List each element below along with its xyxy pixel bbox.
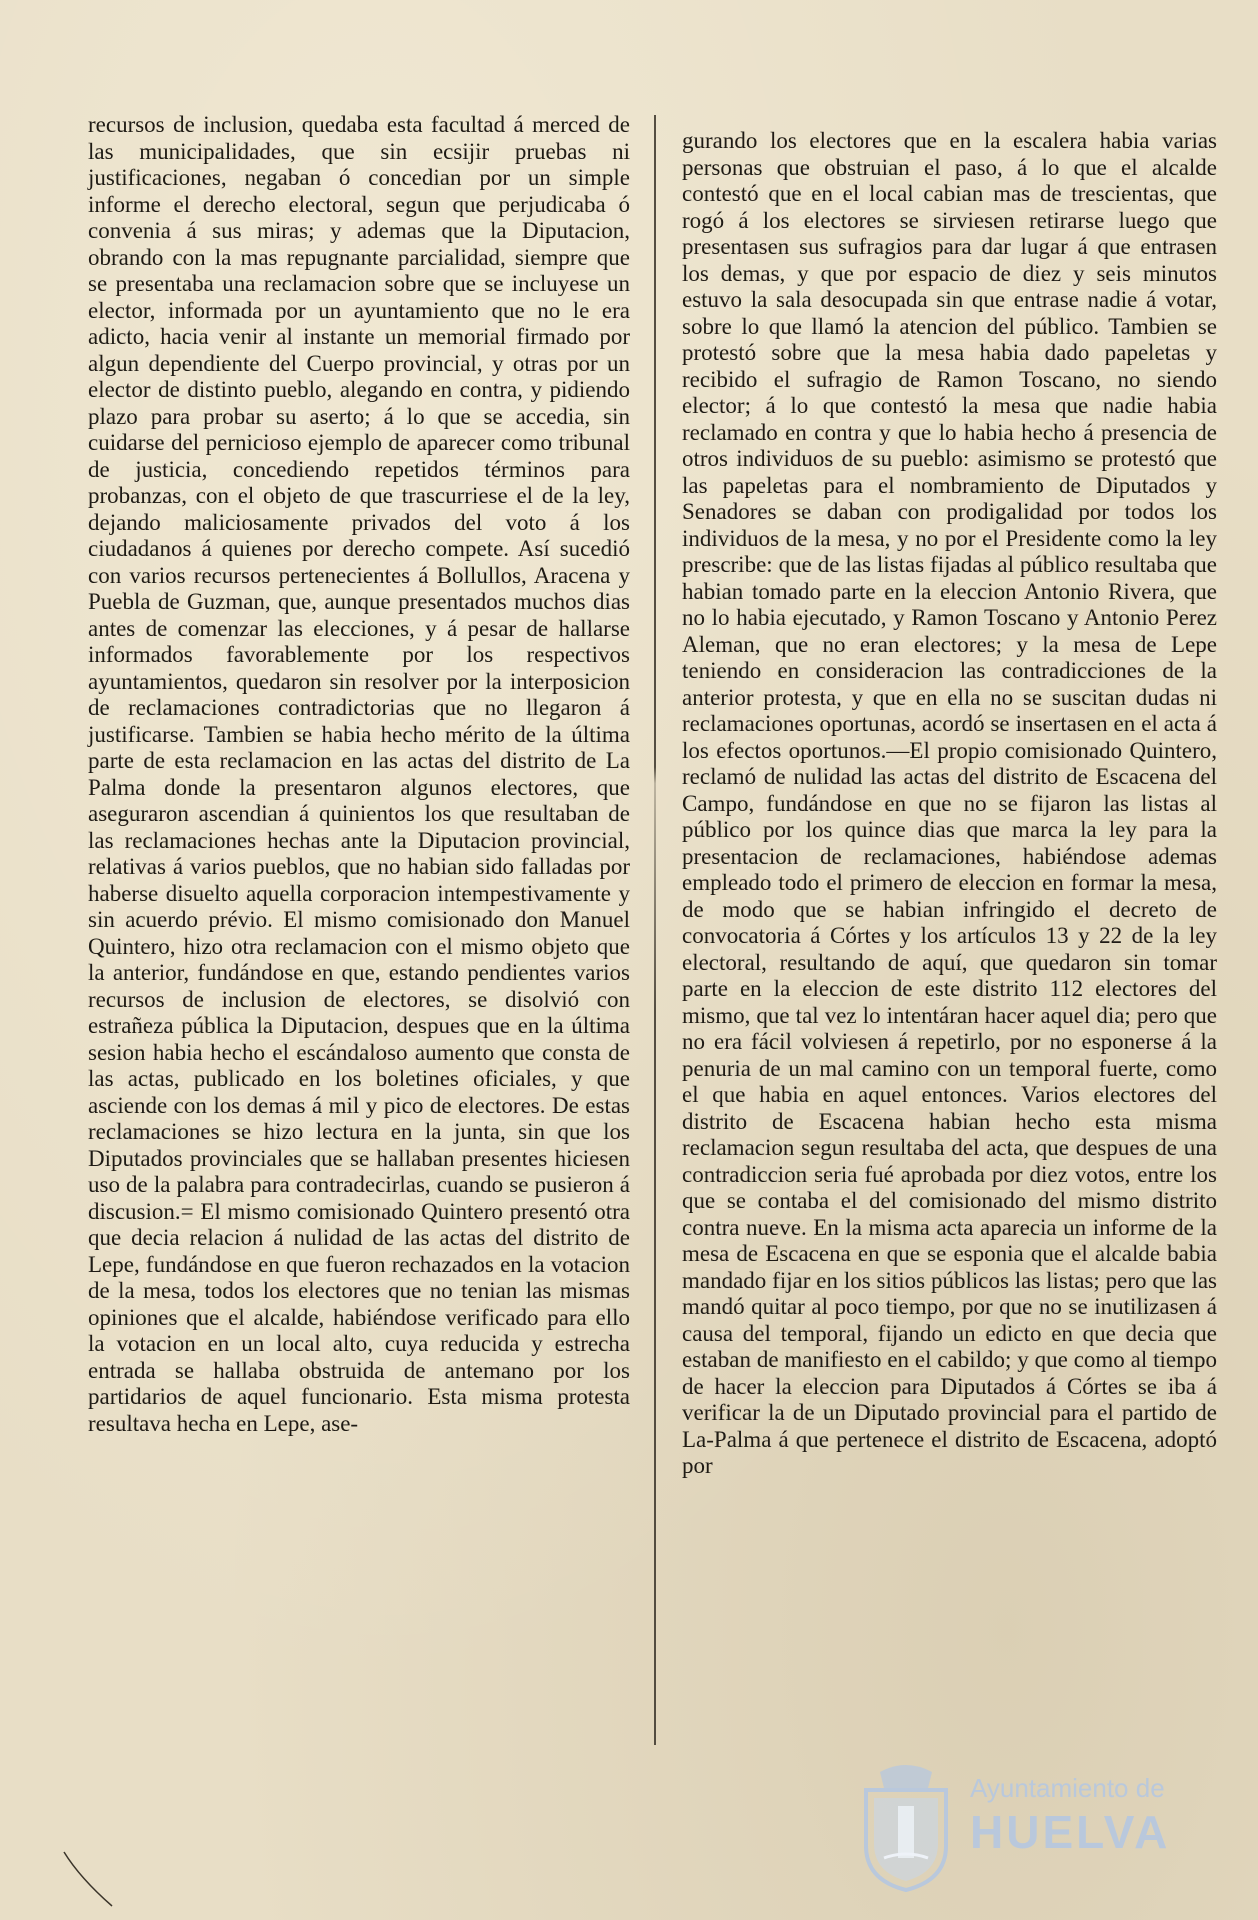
column-divider: [654, 115, 656, 1745]
right-text-column: [682, 128, 1217, 1480]
watermark-line-2: HUELVA: [970, 1806, 1171, 1858]
huelva-coat-of-arms-icon: [858, 1762, 954, 1892]
watermark-text: [970, 1772, 1240, 1860]
watermark-line-1: Ayuntamiento de: [970, 1773, 1165, 1803]
right-column-paragraph: gurando los electores que en la escalera habia varias personas que obstruian el paso, á lo que el alcalde contestó que en el local cabian mas de trescientas, que rogó á los electores se sirviesen retirarse luego que presentasen sus sufragios para dar lugar á que entrasen los demas, y que por espacio de diez y seis minutos estuvo la sala desocupada sin que entrase nadie á votar, sobre lo que llamó la atencion del público. Tambien se protestó sobre que la mesa habia dado papeletas y recibido el sufragio de Ramon Toscano, no siendo elector; á lo que contestó la mesa que nadie habia reclamado en contra y que lo habia hecho á presencia de otros individuos de su pueblo: asimismo se protestó que las papeletas para el nombramiento de Diputados y Senadores se daban con prodigalidad por todos los individuos de la mesa, y no por el Presidente como la ley prescribe: que de las listas fijadas al público resultaba que habian tomado parte en la eleccion Antonio Rivera, que no lo habia ejecutado, y Ramon Toscano y Antonio Perez Aleman, que no eran electores; y la mesa de Lepe teniendo en consideracion las contradicciones de la anterior protesta, y que en ella no se suscitan dudas ni reclamaciones oportunas, acordó se insertasen en el acta á los efectos oportunos.—El propio comisionado Quintero, reclamó de nulidad las actas del distrito de Escacena del Campo, fundándose en que no se fijaron las listas al público por los quince dias que marca la ley para la presentacion de reclamaciones, habiéndose ademas empleado todo el primero de eleccion en formar la mesa, de modo que se habian infringido el decreto de convocatoria á Córtes y los artículos 13 y 22 de la ley electoral, resultando de aquí, que quedaron sin tomar parte en la eleccion de este distrito 112 electores del mismo, que tal vez lo intentáran hacer aquel dia; pero que no era fácil volviesen á repetirlo, por no esponerse á la penuria de un mal camino con un temporal fuerte, como el que habia en aquel entonces. Varios electores del distrito de Escacena habian hecho esta misma reclamacion segun resultaba del acta, que despues de una contradiccion seria fué aprobada por diez votos, entre los que se contaba el del comisionado del mismo distrito contra nueve. En la misma acta aparecia un informe de la mesa de Escacena en que se esponia que el alcalde babia mandado fijar en los sitios públicos las listas; pero que las mandó quitar al poco tiempo, por que no se inutilizasen á causa del temporal, fijando un edicto en que decia que estaban de manifiesto en el cabildo; y que como al tiempo de hacer la eleccion para Diputados á Córtes se iba á verificar la de un Diputado provincial para el partido de La-Palma á que pertenece el distrito de Escacena, adoptó por: [682, 128, 1217, 1478]
left-column-paragraph: recursos de inclusion, quedaba esta facultad á merced de las municipalidades, que sin ecsijir pruebas ni justificaciones, negaban ó concedian por un simple informe el derecho electoral, segun que perjudicaba ó convenia á sus miras; y ademas que la Diputacion, obrando con la mas repugnante parcialidad, siempre que se presentaba una reclamacion sobre que se incluyese un elector, informada por un ayuntamiento que no le era adicto, hacia venir al instante un memorial firmado por algun dependiente del Cuerpo provincial, y otras por un elector de distinto pueblo, alegando en contra, y pidiendo plazo para probar su aserto; á lo que se accedia, sin cuidarse del pernicioso ejemplo de aparecer como tribunal de justicia, concediendo repetidos términos para probanzas, con el objeto de que trascurriese el de la ley, dejando maliciosamente privados del voto á los ciudadanos á quienes por derecho compete. Así sucedió con varios recursos pertenecientes á Bollullos, Aracena y Puebla de Guzman, que, aunque presentados muchos dias antes de comenzar las elecciones, y á pesar de hallarse informados favorablemente por los respectivos ayuntamientos, quedaron sin resolver por la interposicion de reclamaciones contradictorias que no llegaron á justificarse. Tambien se habia hecho mérito de la última parte de esta reclamacion en las actas del distrito de La Palma donde la presentaron algunos electores, que aseguraron ascendian á quinientos los que resultaban de las reclamaciones hechas ante la Diputacion provincial, relativas á varios pueblos, que no habian sido falladas por haberse disuelto aquella corporacion intempestivamente y sin acuerdo prévio. El mismo comisionado don Manuel Quintero, hizo otra reclamacion con el mismo objeto que la anterior, fundándose en que, estando pendientes varios recursos de inclusion de electores, se disolvió con estrañeza pública la Diputacion, despues que en la última sesion habia hecho el escándaloso aumento que consta de las actas, publicado en los boletines oficiales, y que asciende con los demas á mil y pico de electores. De estas reclamaciones se hizo lectura en la junta, sin que los Diputados provinciales que se hallaban presentes hiciesen uso de la palabra para contradecirlas, cuando se pusieron á discusion.= El mismo comisionado Quintero presentó otra que decia relacion á nulidad de las actas del distrito de Lepe, fundándose en que fueron rechazados en la votacion de la mesa, todos los electores que no tenian las mismas opiniones que el alcalde, habiéndose verificado para ello la votacion en un local alto, cuya reducida y estrecha entrada se hallaba obstruida de antemano por los partidarios de aquel funcionario. Esta misma protesta resultava hecha en Lepe, ase-: [88, 112, 630, 1436]
ayuntamiento-watermark: [858, 1762, 1238, 1902]
corner-pen-mark: [60, 1850, 120, 1910]
left-text-column: [88, 112, 630, 1437]
